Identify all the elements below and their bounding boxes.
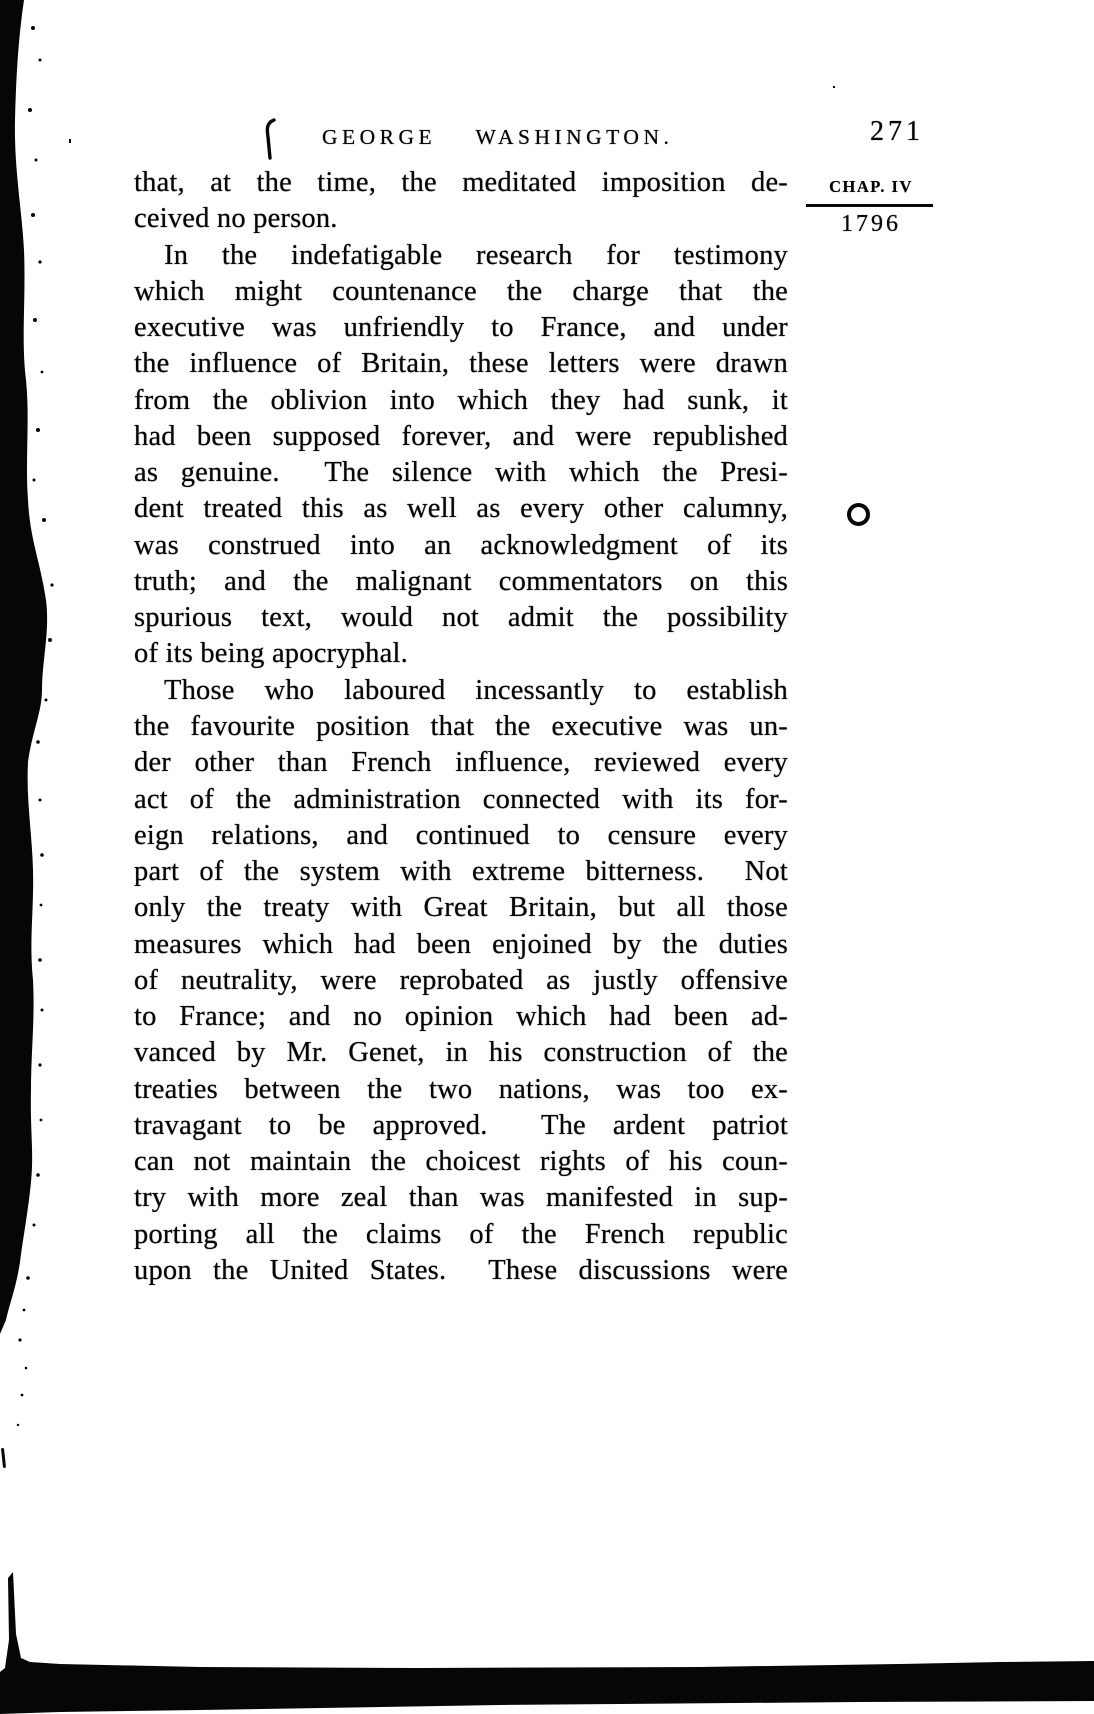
text-line: In the indefatigable research for testimony xyxy=(164,239,788,271)
text-line: travagant to be approved. The ardent patriot xyxy=(134,1109,788,1141)
margin-rule xyxy=(806,204,933,207)
text-line: can not maintain the choicest rights of his coun- xyxy=(134,1146,788,1178)
circle-ink-mark xyxy=(847,503,870,526)
margin-chapter-label: CHAP. IV xyxy=(829,177,913,196)
text-line: only the treaty with Great Britain, but all those xyxy=(134,892,788,924)
text-line: of its being apocryphal. xyxy=(134,638,408,670)
text-line: ceived no person. xyxy=(134,203,338,235)
running-title: GEORGE WASHINGTON. xyxy=(322,125,674,149)
text-line: the favourite position that the executive was un- xyxy=(134,710,788,742)
text-line: spurious text, would not admit the possibility xyxy=(134,602,788,634)
ink-speck xyxy=(3,1282,10,1306)
text-line: that, at the time, the meditated imposition de- xyxy=(134,167,788,198)
text-line: part of the system with extreme bitterness. Not xyxy=(134,856,788,888)
text-line: dent treated this as well as every other calumny, xyxy=(134,493,788,525)
text-line: try with more zeal than was manifested in sup- xyxy=(134,1182,788,1214)
text-line: porting all the claims of the French republic xyxy=(134,1218,788,1250)
text-line: der other than French influence, reviewed every xyxy=(134,747,788,779)
text-line: measures which had been enjoined by the duties xyxy=(134,928,788,960)
text-line: had been supposed forever, and were republished xyxy=(134,420,788,452)
text-line: of neutrality, were reprobated as justly offensive xyxy=(134,964,788,996)
hooked-stray-stroke-mark xyxy=(258,116,280,164)
text-line: from the oblivion into which they had sunk, it xyxy=(134,384,788,416)
text-line: was construed into an acknowledgment of its xyxy=(134,529,788,561)
ink-speck xyxy=(69,139,71,143)
scan-bottom-artifact xyxy=(0,1554,1094,1714)
text-line: act of the administration connected with its for- xyxy=(134,783,788,815)
ink-speck xyxy=(1,1448,6,1468)
ink-speck xyxy=(4,876,7,890)
text-line: vanced by Mr. Genet, in his construction of the xyxy=(134,1037,788,1069)
margin-year-label: 1796 xyxy=(841,211,901,237)
text-line: which might countenance the charge that the xyxy=(134,275,788,307)
text-line: upon the United States. These discussions were xyxy=(134,1254,788,1286)
text-line: as genuine. The silence with which the Presi- xyxy=(134,457,788,489)
scan-gutter-artifact xyxy=(0,0,60,1714)
page-number: 271 xyxy=(870,116,924,147)
text-line: executive was unfriendly to France, and under xyxy=(134,312,788,344)
text-line: eign relations, and continued to censure every xyxy=(134,819,788,851)
text-line: truth; and the malignant commentators on this xyxy=(134,565,788,597)
ink-speck xyxy=(833,86,835,88)
text-line: the influence of Britain, these letters were drawn xyxy=(134,348,788,380)
text-line: Those who laboured incessantly to establish xyxy=(164,674,788,706)
body-text xyxy=(134,165,788,1289)
ink-speck xyxy=(7,1002,10,1012)
text-line: treaties between the two nations, was too ex- xyxy=(134,1073,788,1105)
text-line: to France; and no opinion which had been ad- xyxy=(134,1001,788,1033)
